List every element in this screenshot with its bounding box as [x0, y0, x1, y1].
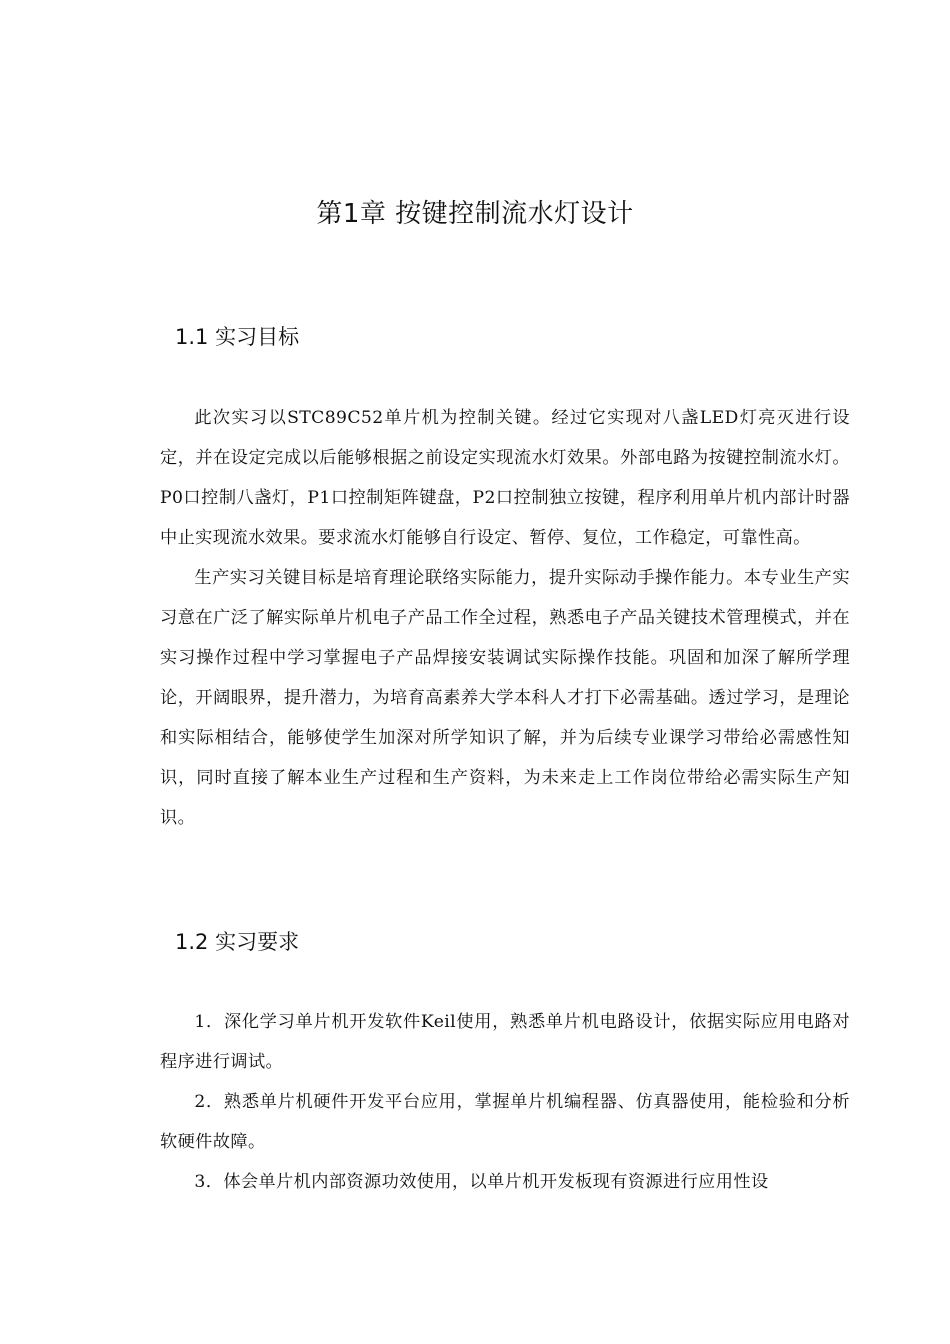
paragraph: 此次实习以STC89C52单片机为控制关键。经过它实现对八盏LED灯亮灭进行设定，并在设定完成以后能够根据之前设定实现流水灯效果。外部电路为按键控制流水灯。P0口控制八盏灯，P1口控制矩阵键盘，P2口控制独立按键，程序利用单片机内部计时器中止实现流水效果。要求流水灯能够自行设定、暂停、复位，工作稳定，可靠性高。 [160, 408, 850, 548]
section-body-requirements [160, 1002, 850, 1202]
section-heading-goals: 1.1 实习目标 [175, 325, 300, 349]
section-body-goals [160, 398, 850, 838]
list-item: 3．体会单片机内部资源功效使用，以单片机开发板现有资源进行应用性设 [194, 1172, 769, 1192]
list-item: 2．熟悉单片机硬件开发平台应用，掌握单片机编程器、仿真器使用，能检验和分析软硬件故障。 [160, 1092, 850, 1152]
section-heading-requirements: 1.2 实习要求 [175, 930, 300, 954]
chapter-title: 第1章 按键控制流水灯设计 [316, 199, 634, 229]
paragraph: 生产实习关键目标是培育理论联络实际能力，提升实际动手操作能力。本专业生产实习意在广泛了解实际单片机电子产品工作全过程，熟悉电子产品关键技术管理模式，并在实习操作过程中学习掌握电子产品焊接安装调试实际操作技能。巩固和加深了解所学理论，开阔眼界，提升潜力，为培育高素养大学本科人才打下必需基础。透过学习，是理论和实际相结合，能够使学生加深对所学知识了解，并为后续专业课学习带给必需感性知识，同时直接了解本业生产过程和生产资料，为未来走上工作岗位带给必需实际生产知识。 [160, 568, 850, 828]
list-item: 1．深化学习单片机开发软件Keil使用，熟悉单片机电路设计，依据实际应用电路对程序进行调试。 [160, 1012, 850, 1072]
